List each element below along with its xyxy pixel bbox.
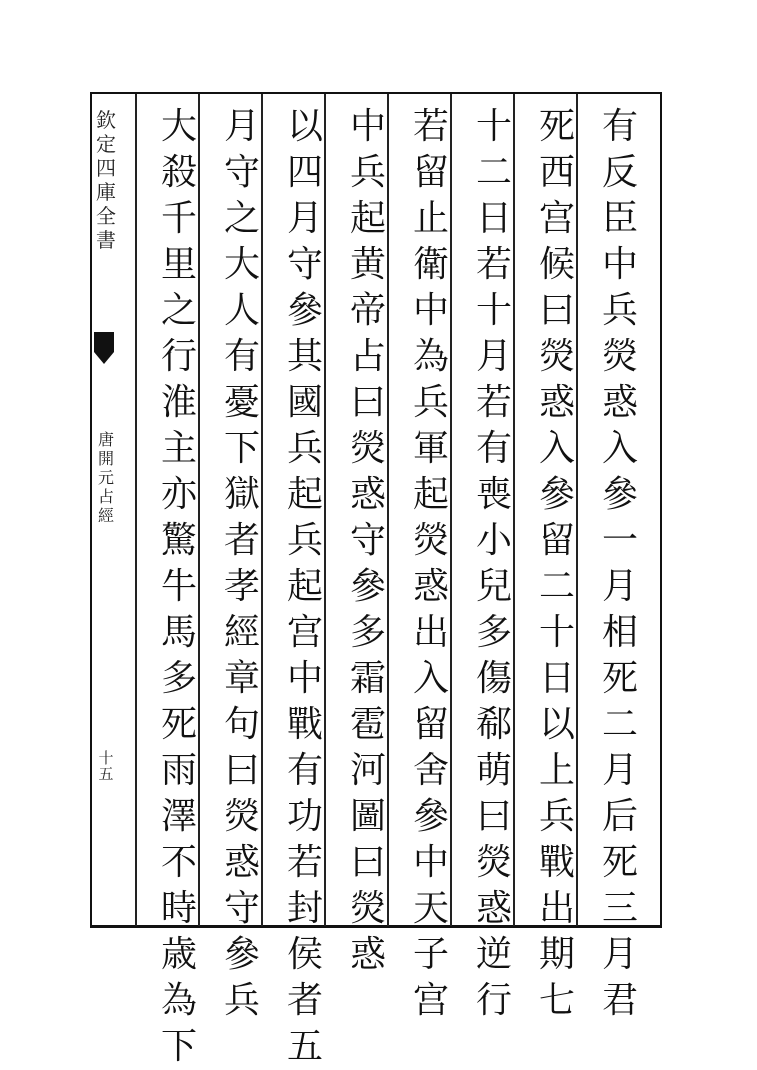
text-char: 起: [349, 198, 386, 239]
text-char: 一: [601, 520, 638, 561]
text-char: 行: [160, 336, 197, 377]
text-char: 河: [349, 750, 386, 791]
book-name-char: 元: [98, 468, 115, 487]
text-char: 馬: [160, 612, 197, 653]
text-char: 曰: [349, 382, 386, 423]
text-char: 中: [601, 244, 638, 285]
margin-title-char: 四: [96, 156, 116, 180]
text-column: [346, 104, 390, 975]
text-char: 其: [286, 336, 323, 377]
frame-left-border: [90, 92, 92, 928]
text-char: 萌: [475, 750, 512, 791]
text-char: 戰: [538, 842, 575, 883]
text-char: 下: [160, 1026, 197, 1067]
text-char: 占: [349, 336, 386, 377]
text-char: 惑: [223, 842, 260, 883]
text-char: 留: [412, 704, 449, 745]
book-name-char: 經: [98, 506, 115, 525]
text-char: 有: [601, 106, 638, 147]
text-char: 澤: [160, 796, 197, 837]
text-char: 熒: [349, 428, 386, 469]
text-char: 參: [349, 566, 386, 607]
text-char: 者: [286, 980, 323, 1021]
text-char: 之: [160, 290, 197, 331]
text-char: 國: [286, 382, 323, 423]
text-char: 若: [475, 244, 512, 285]
text-char: 之: [223, 198, 260, 239]
text-char: 西: [538, 152, 575, 193]
text-char: 若: [286, 842, 323, 883]
text-char: 章: [223, 658, 260, 699]
text-char: 死: [160, 704, 197, 745]
text-char: 里: [160, 244, 197, 285]
text-char: 君: [601, 980, 638, 1021]
text-char: 熒: [475, 842, 512, 883]
text-column: [472, 104, 516, 1021]
text-char: 反: [601, 152, 638, 193]
text-char: 惑: [412, 566, 449, 607]
text-char: 天: [412, 888, 449, 929]
text-char: 入: [412, 658, 449, 699]
text-char: 惑: [349, 474, 386, 515]
text-column: [157, 104, 201, 1067]
text-char: 曰: [223, 750, 260, 791]
text-char: 兵: [286, 428, 323, 469]
text-char: 二: [475, 152, 512, 193]
text-char: 死: [538, 106, 575, 147]
text-char: 守: [286, 244, 323, 285]
text-char: 宫: [412, 980, 449, 1021]
margin-book-name: [98, 430, 114, 525]
text-char: 期: [538, 934, 575, 975]
text-char: 參: [601, 474, 638, 515]
text-char: 多: [349, 612, 386, 653]
text-char: 兵: [412, 382, 449, 423]
margin-title-char: 庫: [96, 180, 116, 204]
text-column: [409, 104, 453, 1021]
text-char: 十: [475, 106, 512, 147]
text-char: 惑: [475, 888, 512, 929]
text-char: 惑: [601, 382, 638, 423]
text-char: 小: [475, 520, 512, 561]
book-name-char: 開: [98, 449, 115, 468]
text-char: 中: [349, 106, 386, 147]
text-char: 惑: [538, 382, 575, 423]
text-char: 傷: [475, 658, 512, 699]
text-char: 守: [223, 888, 260, 929]
text-column: [220, 104, 264, 1021]
text-char: 兵: [286, 520, 323, 561]
text-char: 入: [538, 428, 575, 469]
text-char: 舍: [412, 750, 449, 791]
text-char: 參: [412, 796, 449, 837]
text-char: 者: [223, 520, 260, 561]
text-char: 千: [160, 198, 197, 239]
text-char: 圖: [349, 796, 386, 837]
text-char: 留: [412, 152, 449, 193]
text-char: 牛: [160, 566, 197, 607]
text-char: 封: [286, 888, 323, 929]
text-char: 后: [601, 796, 638, 837]
text-char: 守: [349, 520, 386, 561]
text-char: 經: [223, 612, 260, 653]
text-char: 起: [286, 474, 323, 515]
text-char: 孝: [223, 566, 260, 607]
text-char: 起: [412, 474, 449, 515]
margin-title-char: 書: [96, 228, 116, 252]
text-char: 行: [475, 980, 512, 1021]
text-char: 功: [286, 796, 323, 837]
text-char: 以: [538, 704, 575, 745]
text-char: 參: [223, 934, 260, 975]
margin-title-char: 欽: [96, 108, 116, 132]
text-char: 兵: [349, 152, 386, 193]
text-char: 逆: [475, 934, 512, 975]
text-char: 十: [475, 290, 512, 331]
text-char: 候: [538, 244, 575, 285]
text-column: [535, 104, 579, 1021]
text-char: 熒: [601, 336, 638, 377]
text-char: 曰: [349, 842, 386, 883]
book-name-char: 唐: [98, 430, 115, 449]
text-char: 有: [286, 750, 323, 791]
text-char: 惑: [349, 934, 386, 975]
text-char: 入: [601, 428, 638, 469]
text-char: 宫: [538, 198, 575, 239]
text-char: 死: [601, 842, 638, 883]
text-char: 守: [223, 152, 260, 193]
text-char: 有: [475, 428, 512, 469]
text-char: 出: [538, 888, 575, 929]
text-char: 不: [160, 842, 197, 883]
text-char: 兵: [223, 980, 260, 1021]
text-char: 月: [286, 198, 323, 239]
text-char: 七: [538, 980, 575, 1021]
text-char: 雹: [349, 704, 386, 745]
margin-book-title: [96, 108, 116, 252]
text-column: [283, 104, 327, 1067]
margin-title-char: 定: [96, 132, 116, 156]
text-char: 留: [538, 520, 575, 561]
text-char: 霜: [349, 658, 386, 699]
text-char: 黄: [349, 244, 386, 285]
text-char: 日: [538, 658, 575, 699]
text-char: 死: [601, 658, 638, 699]
text-char: 為: [160, 980, 197, 1021]
text-char: 相: [601, 612, 638, 653]
text-char: 熒: [538, 336, 575, 377]
text-char: 帝: [349, 290, 386, 331]
text-char: 大: [223, 244, 260, 285]
text-char: 兒: [475, 566, 512, 607]
text-char: 止: [412, 198, 449, 239]
text-char: 參: [538, 474, 575, 515]
page-number-char: 十: [98, 749, 114, 767]
text-char: 若: [412, 106, 449, 147]
text-char: 下: [223, 428, 260, 469]
text-char: 戰: [286, 704, 323, 745]
column-rule: [135, 94, 137, 926]
text-char: 曰: [538, 290, 575, 331]
text-char: 起: [286, 566, 323, 607]
text-char: 獄: [223, 474, 260, 515]
text-char: 軍: [412, 428, 449, 469]
text-char: 四: [286, 152, 323, 193]
text-column: [598, 104, 642, 1021]
margin-title-char: 全: [96, 204, 116, 228]
text-char: 月: [601, 566, 638, 607]
text-char: 句: [223, 704, 260, 745]
text-char: 人: [223, 290, 260, 331]
text-char: 雨: [160, 750, 197, 791]
text-char: 多: [160, 658, 197, 699]
text-char: 以: [286, 106, 323, 147]
text-char: 月: [601, 750, 638, 791]
page-number-char: 五: [98, 765, 114, 783]
text-char: 月: [601, 934, 638, 975]
text-char: 上: [538, 750, 575, 791]
text-char: 中: [412, 842, 449, 883]
text-char: 多: [475, 612, 512, 653]
text-char: 宫: [286, 612, 323, 653]
text-char: 亦: [160, 474, 197, 515]
text-char: 郗: [475, 704, 512, 745]
margin-page-number: [98, 750, 114, 782]
text-char: 時: [160, 888, 197, 929]
text-char: 侯: [286, 934, 323, 975]
text-char: 日: [475, 198, 512, 239]
text-char: 曰: [475, 796, 512, 837]
fish-tail-mark-icon: [92, 332, 116, 366]
text-char: 三: [601, 888, 638, 929]
text-char: 子: [412, 934, 449, 975]
text-char: 為: [412, 336, 449, 377]
text-char: 二: [601, 704, 638, 745]
text-char: 熒: [223, 796, 260, 837]
text-char: 中: [412, 290, 449, 331]
text-char: 喪: [475, 474, 512, 515]
text-char: 參: [286, 290, 323, 331]
book-name-char: 占: [98, 487, 115, 506]
text-char: 十: [538, 612, 575, 653]
text-char: 臣: [601, 198, 638, 239]
text-char: 熒: [349, 888, 386, 929]
text-char: 月: [223, 106, 260, 147]
text-char: 有: [223, 336, 260, 377]
text-char: 驚: [160, 520, 197, 561]
text-char: 歳: [160, 934, 197, 975]
text-char: 淮: [160, 382, 197, 423]
text-char: 出: [412, 612, 449, 653]
text-char: 衛: [412, 244, 449, 285]
text-char: 兵: [601, 290, 638, 331]
text-char: 兵: [538, 796, 575, 837]
text-char: 大: [160, 106, 197, 147]
text-char: 中: [286, 658, 323, 699]
text-char: 二: [538, 566, 575, 607]
text-char: 憂: [223, 382, 260, 423]
text-char: 主: [160, 428, 197, 469]
text-char: 月: [475, 336, 512, 377]
text-char: 五: [286, 1026, 323, 1067]
text-char: 殺: [160, 152, 197, 193]
text-char: 若: [475, 382, 512, 423]
text-char: 熒: [412, 520, 449, 561]
